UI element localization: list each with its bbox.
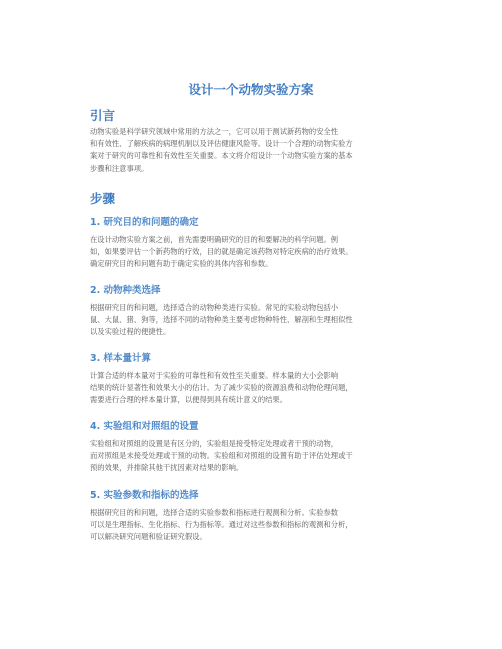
document-title: 设计一个动物实验方案 bbox=[188, 82, 314, 97]
step-4-heading: 4. 实验组和对照组的设置 bbox=[90, 421, 199, 432]
step-5-heading: 5. 实验参数和指标的选择 bbox=[90, 490, 199, 501]
step-3-paragraph: 计算合适的样本量对于实验的可靠性和有效性至关重要。样本量的大小会影响 结果的统计显著性和效果大小的估计。为了减少实验的资源浪费和动物伦理问题， 需要进行合理的样本量计算，以便得到具有统计意义的结果。 bbox=[90, 371, 353, 405]
intro-paragraph: 动物实验是科学研究领域中常用的方法之一，它可以用于测试新药物的安全性 和有效性、了解疾病的病理机制以及评估健康风险等。设计一个合理的动物实验方 案对于研究的可靠性和有效性至关重要。本文将介绍设计一个动物实验方案的基本 步骤和注意事项。 bbox=[90, 127, 353, 173]
intro-heading: 引言 bbox=[90, 108, 116, 123]
step-4-paragraph: 实验组和对照组的设置是有区分的，实验组是接受特定处理或者干预的动物， 而对照组是未接受处理或干预的动物。实验组和对照组的设置有助于评估处理或干 预的效果，并排除其他干扰因素对结果的影响。 bbox=[90, 439, 353, 473]
step-1-paragraph: 在设计动物实验方案之前，首先需要明确研究的目的和要解决的科学问题。例 如，如果要评估一个新药物的疗效，目的就是确定该药物对特定疾病的治疗效果。 确定研究目的和问题有助于确定实验的具体内容和参数。 bbox=[90, 235, 353, 269]
steps-heading: 步骤 bbox=[90, 191, 116, 206]
step-3-heading: 3. 样本量计算 bbox=[90, 353, 152, 364]
step-2-heading: 2. 动物种类选择 bbox=[90, 285, 161, 296]
step-5-paragraph: 根据研究目的和问题，选择合适的实验参数和指标进行观测和分析。实验参数 可以是生理指标、生化指标、行为指标等。通过对这些参数和指标的观测和分析， 可以解决研究问题和验证研究假设。 bbox=[90, 508, 353, 542]
step-2-paragraph: 根据研究目的和问题，选择适合的动物种类进行实验。常见的实验动物包括小 鼠、大鼠、猪、狗等，选择不同的动物种类主要考虑物种特性、解剖和生理相似性 以及实验过程的便捷性。 bbox=[90, 303, 353, 337]
step-1-heading: 1. 研究目的和问题的确定 bbox=[90, 217, 199, 228]
